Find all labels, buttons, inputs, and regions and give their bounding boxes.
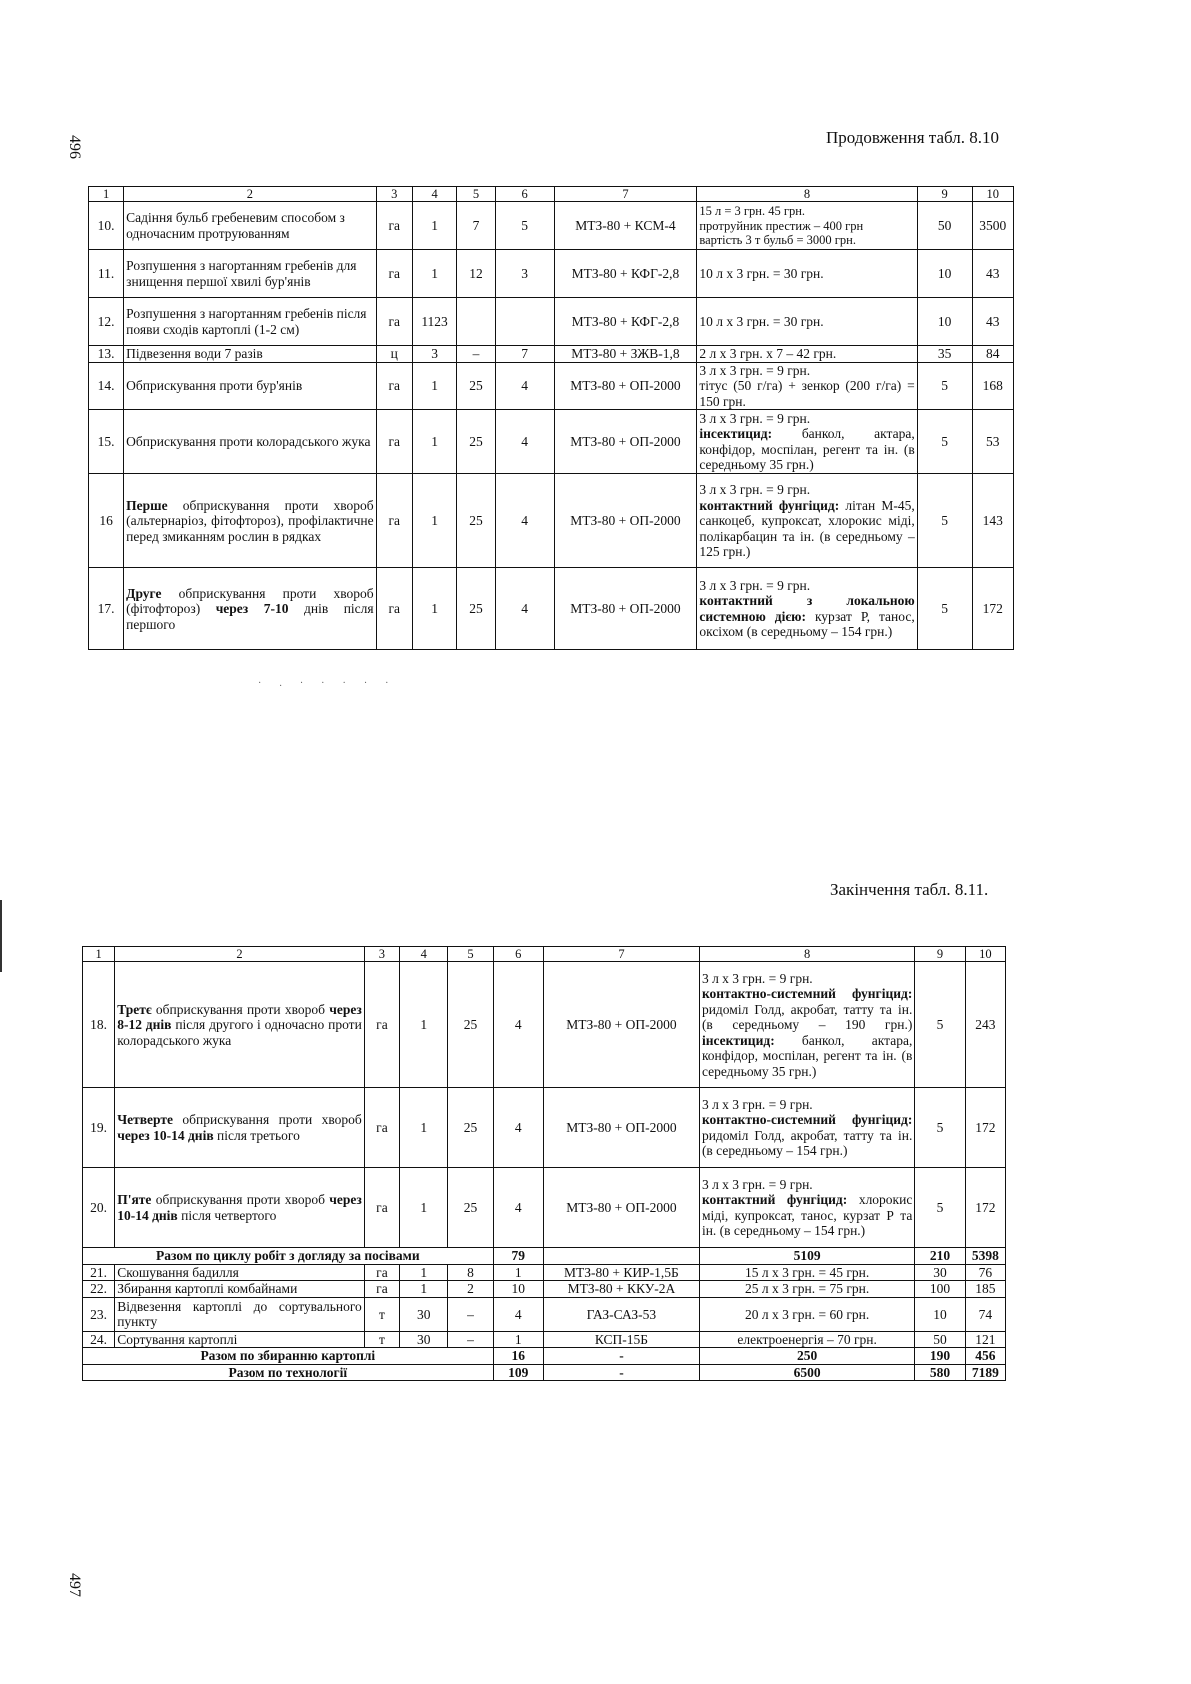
table-ending: [82, 946, 1006, 1381]
table-row: [89, 410, 1014, 474]
row-number: 17.: [89, 568, 124, 650]
col-6-value: 4: [495, 362, 554, 410]
col-5-value: 25: [448, 1168, 493, 1248]
operation-name: [115, 962, 365, 1088]
col-4-value: 1: [400, 1281, 448, 1298]
row-number: 11.: [89, 250, 124, 298]
cost-breakdown: [697, 568, 917, 650]
operation-text: Обприскування проти колорадського жука: [126, 434, 371, 450]
col-4-value: 30: [400, 1331, 448, 1348]
operation-emphasis: Четверте: [117, 1112, 183, 1128]
table-row: [89, 474, 1014, 568]
header-col-6: 6: [493, 947, 543, 962]
cost-breakdown: електроенергія – 70 грн.: [699, 1331, 914, 1348]
table-row: [83, 1088, 1006, 1168]
row-number: 10.: [89, 202, 124, 250]
subtotal-col-6: 16: [493, 1348, 543, 1365]
subtotal-col-10: 7189: [965, 1364, 1005, 1381]
subtotal-col-9: 210: [915, 1248, 965, 1265]
col-4-value: 1: [400, 1088, 448, 1168]
col-4-value: 1: [412, 250, 456, 298]
cost-breakdown: [699, 1168, 914, 1248]
cost-line: 3 л х 3 грн. = 9 грн.: [699, 362, 811, 378]
col-5-value: 25: [457, 568, 495, 650]
col-5-value: 25: [448, 962, 493, 1088]
cost-insecticide-type: інсектицид:: [701, 1032, 802, 1048]
cost-line: 10 л х 3 грн. = 30 грн.: [699, 266, 824, 282]
cost-breakdown: [697, 346, 917, 363]
page-number-bottom: 497: [66, 1573, 83, 1597]
header-col-4: 4: [400, 947, 448, 962]
cost-chemical-list: хлорокис міді, купроксат, танос, курзат Р та ін. (в середньому – 154 грн.): [701, 1192, 913, 1239]
cost-chemical-list: ридоміл Голд, акробат, татту та ін. (в середньому – 154 грн.): [701, 1127, 913, 1159]
row-number: 16: [89, 474, 124, 568]
col-9-value: 30: [915, 1264, 965, 1281]
operation-timing: через 8-12 днів: [117, 1001, 362, 1033]
col-4-value: 1: [412, 568, 456, 650]
col-4-value: 1: [400, 962, 448, 1088]
col-5-value: 2: [448, 1281, 493, 1298]
header-col-5: 5: [457, 187, 495, 202]
col-9-value: 100: [915, 1281, 965, 1298]
col-10-value: 43: [972, 298, 1013, 346]
subtotal-col-7: -: [543, 1364, 699, 1381]
row-number: 22.: [83, 1281, 115, 1298]
subtotal-col-10: 456: [965, 1348, 1005, 1365]
col-9-value: 10: [915, 1297, 965, 1331]
operation-name: [115, 1168, 365, 1248]
operation-name: Відвезення картоплі до сортувального пункту: [115, 1297, 365, 1331]
machinery: МТЗ-80 + ЗЖВ-1,8: [554, 346, 697, 363]
operation-name: [124, 298, 376, 346]
subtotal-col-9: 580: [915, 1364, 965, 1381]
cost-chemical-list: курзат Р, танос, оксіхом (в середньому – 154 грн.): [699, 608, 915, 640]
table-row: [89, 568, 1014, 650]
header-col-10: 10: [965, 947, 1005, 962]
unit: т: [364, 1297, 399, 1331]
unit: га: [364, 1168, 399, 1248]
subtotal-col-8: 250: [699, 1348, 914, 1365]
cost-line: 10 л х 3 грн. = 30 грн.: [699, 314, 824, 330]
unit: га: [376, 362, 412, 410]
col-6-value: 4: [493, 1297, 543, 1331]
operation-text: обприскування проти хвороб (фітофтороз): [126, 585, 374, 617]
col-5-value: 7: [457, 202, 495, 250]
col-6-value: 1: [493, 1264, 543, 1281]
subtotal-col-8: 5109: [699, 1248, 914, 1265]
unit: ц: [376, 346, 412, 363]
col-4-value: 3: [412, 346, 456, 363]
machinery: МТЗ-80 + ОП-2000: [543, 962, 699, 1088]
operation-emphasis: Третє: [117, 1001, 156, 1017]
subtotal-label: Разом по технології: [83, 1364, 494, 1381]
col-6-value: 4: [493, 1088, 543, 1168]
unit: га: [376, 250, 412, 298]
cost-chemical-type: контактно-системний фунгіцид:: [701, 1112, 913, 1128]
cost-breakdown: [697, 202, 917, 250]
table-row: [89, 250, 1014, 298]
header-col-1: 1: [89, 187, 124, 202]
col-4-value: 1: [400, 1168, 448, 1248]
unit: га: [364, 962, 399, 1088]
cost-breakdown: [697, 362, 917, 410]
cost-chemical-type: контактний фунгіцид:: [701, 1192, 859, 1208]
cost-fuel: 3 л х 3 грн. = 9 грн.: [699, 482, 811, 498]
unit: га: [364, 1088, 399, 1168]
cost-breakdown: 15 л х 3 грн. = 45 грн.: [699, 1264, 914, 1281]
cost-breakdown: 20 л х 3 грн. = 60 грн.: [699, 1297, 914, 1331]
subtotal-col-10: 5398: [965, 1248, 1005, 1265]
cost-chemical-list: ридоміл Голд, акробат, татту та ін. (в середньому – 190 грн.): [701, 1001, 913, 1033]
table-continuation: [88, 186, 1014, 650]
col-6-value: 7: [495, 346, 554, 363]
table-row: [83, 1331, 1006, 1348]
row-number: 18.: [83, 962, 115, 1088]
col-9-value: 5: [917, 474, 972, 568]
col-10-value: 74: [965, 1297, 1005, 1331]
cost-chemical-type: контактний з локальною системною дією:: [699, 593, 915, 624]
col-6-value: 10: [493, 1281, 543, 1298]
col-9-value: 5: [915, 1088, 965, 1168]
operation-name: Сортування картоплі: [115, 1331, 365, 1348]
row-number: 13.: [89, 346, 124, 363]
machinery: МТЗ-80 + ОП-2000: [554, 568, 697, 650]
subtotal-col-7: -: [543, 1348, 699, 1365]
machinery: МТЗ-80 + ОП-2000: [543, 1088, 699, 1168]
header-col-1: 1: [83, 947, 115, 962]
operation-tail: після третього: [217, 1127, 300, 1143]
col-5-value: 25: [457, 474, 495, 568]
operation-timing: через 7-10: [200, 601, 304, 617]
table-row: [89, 202, 1014, 250]
cost-chemical-list: літан М-45, санкоцеб, купроксат, хлорокис міді, полікарбацин та ін. (в середньому – 125 грн.): [699, 497, 915, 560]
scan-noise: ·.·····: [258, 678, 407, 689]
col-5-value: [457, 298, 495, 346]
col-9-value: 35: [917, 346, 972, 363]
operation-emphasis: П'яте: [117, 1192, 156, 1208]
table-row: [83, 962, 1006, 1088]
operation-tail: після другого і одночасно проти колорадського жука: [117, 1017, 362, 1048]
operation-timing: через 10-14 днів: [117, 1127, 218, 1143]
cost-fuel: 3 л х 3 грн. = 9 грн.: [699, 410, 811, 426]
col-9-value: 10: [917, 298, 972, 346]
col-5-value: 8: [448, 1264, 493, 1281]
cost-breakdown: 25 л х 3 грн. = 75 грн.: [699, 1281, 914, 1298]
header-col-10: 10: [972, 187, 1013, 202]
cost-breakdown: [699, 1088, 914, 1168]
operation-tail: після четвертого: [181, 1207, 277, 1223]
col-6-value: 4: [493, 1168, 543, 1248]
table-row: [89, 362, 1014, 410]
unit: га: [364, 1264, 399, 1281]
operation-emphasis: Друге: [126, 585, 179, 601]
header-row: [89, 187, 1014, 202]
subtotal-col-6: 79: [493, 1248, 543, 1265]
subtotal-col-9: 190: [915, 1348, 965, 1365]
cost-chemical-type: контактний фунгіцид:: [699, 497, 846, 513]
machinery: ГАЗ-САЗ-53: [543, 1297, 699, 1331]
cost-insecticide-list: банкол, актара, конфідор, моспілан, регент та ін. (в середньому 35 грн.): [701, 1032, 913, 1079]
machinery: МТЗ-80 + КФГ-2,8: [554, 298, 697, 346]
col-4-value: 1: [412, 362, 456, 410]
table-caption-continuation: Продовження табл. 8.10: [826, 128, 999, 147]
unit: га: [376, 298, 412, 346]
col-10-value: 168: [972, 362, 1013, 410]
table-caption-ending: Закінчення табл. 8.11.: [830, 880, 989, 899]
machinery: МТЗ-80 + ККУ-2А: [543, 1281, 699, 1298]
operation-emphasis: Перше: [126, 497, 183, 513]
operation-text: обприскування проти хвороб: [155, 1192, 325, 1208]
table-row: [89, 346, 1014, 363]
machinery: МТЗ-80 + КИР-1,5Б: [543, 1264, 699, 1281]
cost-fuel: 3 л х 3 грн. = 9 грн.: [699, 577, 811, 593]
col-4-value: 1123: [412, 298, 456, 346]
unit: га: [376, 410, 412, 474]
header-col-9: 9: [915, 947, 965, 962]
col-4-value: 1: [412, 474, 456, 568]
subtotal-harvest-row: [83, 1348, 1006, 1365]
row-number: 21.: [83, 1264, 115, 1281]
cost-chemical-type: контактно-системний фунгіцид:: [701, 986, 913, 1002]
header-col-3: 3: [364, 947, 399, 962]
row-number: 14.: [89, 362, 124, 410]
cost-line: протруйник престиж – 400 грн: [699, 218, 864, 233]
subtotal-col-8: 6500: [699, 1364, 914, 1381]
col-4-value: 1: [400, 1264, 448, 1281]
operation-name: Збирання картоплі комбайнами: [115, 1281, 365, 1298]
col-10-value: 3500: [972, 202, 1013, 250]
table-row: [83, 1264, 1006, 1281]
unit: т: [364, 1331, 399, 1348]
col-9-value: 10: [917, 250, 972, 298]
header-col-2: 2: [115, 947, 365, 962]
table-row: [83, 1297, 1006, 1331]
operation-tail: днів після першого: [126, 601, 374, 632]
operation-text: Розпушення з нагортанням гребенів після появи сходів картоплі (1-2 см): [126, 306, 367, 337]
cost-breakdown: [697, 298, 917, 346]
cost-breakdown: [697, 474, 917, 568]
col-6-value: 4: [495, 410, 554, 474]
header-col-3: 3: [376, 187, 412, 202]
col-9-value: 50: [915, 1331, 965, 1348]
operation-text: обприскування проти хвороб: [155, 1001, 326, 1017]
operation-name: [115, 1088, 365, 1168]
col-4-value: 1: [412, 410, 456, 474]
subtotal-label: Разом по збиранню картоплі: [83, 1348, 494, 1365]
cost-chemical-type: інсектицид:: [699, 426, 802, 442]
col-6-value: 5: [495, 202, 554, 250]
col-10-value: 121: [965, 1331, 1005, 1348]
operation-name: [124, 568, 376, 650]
operation-text: Садіння бульб гребеневим способом з одночасним протруюванням: [126, 210, 345, 241]
row-number: 12.: [89, 298, 124, 346]
row-number: 19.: [83, 1088, 115, 1168]
cost-line: тітус (50 г/га) + зенкор (200 г/га) = 150 грн.: [699, 378, 915, 409]
subtotal-col-7: [543, 1248, 699, 1265]
operation-name: [124, 202, 376, 250]
row-number: 15.: [89, 410, 124, 474]
col-9-value: 5: [915, 1168, 965, 1248]
col-5-value: 25: [457, 410, 495, 474]
header-col-8: 8: [697, 187, 917, 202]
operation-name: [124, 346, 376, 363]
col-5-value: –: [448, 1331, 493, 1348]
machinery: МТЗ-80 + ОП-2000: [554, 410, 697, 474]
col-9-value: 5: [915, 962, 965, 1088]
header-col-5: 5: [448, 947, 493, 962]
operation-text: Підвезення води 7 разів: [126, 346, 263, 362]
cost-line: 2 л х 3 грн. х 7 – 42 грн.: [699, 346, 837, 362]
operation-text: Розпушення з нагортанням гребенів для знищення першої хвилі бур'янів: [126, 258, 357, 289]
col-6-value: 4: [495, 474, 554, 568]
col-10-value: 143: [972, 474, 1013, 568]
subtotal-label: Разом по циклу робіт з догляду за посівами: [83, 1248, 494, 1265]
machinery: МТЗ-80 + КСМ-4: [554, 202, 697, 250]
col-6-value: 1: [493, 1331, 543, 1348]
cost-line: вартість 3 т бульб = 3000 грн.: [699, 233, 856, 248]
subtotal-care-row: [83, 1248, 1006, 1265]
operation-text: Обприскування проти бур'янів: [126, 378, 303, 394]
cost-chemical-list: банкол, актара, конфідор, моспілан, регент та ін. (в середньому 35 грн.): [699, 426, 915, 473]
total-row: [83, 1364, 1006, 1381]
operation-name: [124, 474, 376, 568]
header-row: [83, 947, 1006, 962]
col-10-value: 172: [965, 1168, 1005, 1248]
cost-breakdown: [697, 250, 917, 298]
col-10-value: 43: [972, 250, 1013, 298]
operation-timing: через 10-14 днів: [117, 1192, 362, 1223]
row-number: 23.: [83, 1297, 115, 1331]
col-10-value: 172: [965, 1088, 1005, 1168]
machinery: КСП-15Б: [543, 1331, 699, 1348]
col-6-value: 4: [493, 962, 543, 1088]
header-col-8: 8: [699, 947, 914, 962]
cost-fuel: 3 л х 3 грн. = 9 грн.: [701, 1096, 813, 1112]
operation-text: обприскування проти хвороб: [182, 1112, 362, 1128]
unit: га: [376, 474, 412, 568]
operation-name: Скошування бадилля: [115, 1264, 365, 1281]
header-col-9: 9: [917, 187, 972, 202]
header-col-7: 7: [554, 187, 697, 202]
col-10-value: 53: [972, 410, 1013, 474]
cost-fuel: 3 л х 3 грн. = 9 грн.: [701, 1176, 813, 1192]
operation-name: [124, 250, 376, 298]
cost-breakdown: [699, 962, 914, 1088]
col-5-value: –: [448, 1297, 493, 1331]
col-10-value: 243: [965, 962, 1005, 1088]
header-col-4: 4: [412, 187, 456, 202]
col-9-value: 5: [917, 410, 972, 474]
col-10-value: 76: [965, 1264, 1005, 1281]
col-9-value: 50: [917, 202, 972, 250]
col-9-value: 5: [917, 568, 972, 650]
row-number: 24.: [83, 1331, 115, 1348]
col-4-value: 30: [400, 1297, 448, 1331]
unit: га: [364, 1281, 399, 1298]
col-10-value: 84: [972, 346, 1013, 363]
col-5-value: 12: [457, 250, 495, 298]
header-col-2: 2: [124, 187, 376, 202]
col-6-value: 3: [495, 250, 554, 298]
header-col-7: 7: [543, 947, 699, 962]
col-5-value: 25: [448, 1088, 493, 1168]
machinery: МТЗ-80 + ОП-2000: [554, 362, 697, 410]
col-6-value: 4: [495, 568, 554, 650]
col-9-value: 5: [917, 362, 972, 410]
page-number-top: 496: [66, 135, 83, 159]
cost-line: 15 л = 3 грн. 45 грн.: [699, 204, 806, 219]
operation-text: обприскування проти хвороб (альтернаріоз, фітофтороз), профілактичне перед змиканням рослин в рядках: [126, 497, 374, 544]
header-col-6: 6: [495, 187, 554, 202]
col-4-value: 1: [412, 202, 456, 250]
col-5-value: 25: [457, 362, 495, 410]
row-number: 20.: [83, 1168, 115, 1248]
machinery: МТЗ-80 + ОП-2000: [543, 1168, 699, 1248]
table-row: [83, 1168, 1006, 1248]
scan-edge-mark: [0, 900, 2, 972]
machinery: МТЗ-80 + КФГ-2,8: [554, 250, 697, 298]
cost-fuel: 3 л х 3 грн. = 9 грн.: [701, 970, 813, 986]
table-row: [89, 298, 1014, 346]
table-row: [83, 1281, 1006, 1298]
operation-name: [124, 362, 376, 410]
machinery: МТЗ-80 + ОП-2000: [554, 474, 697, 568]
unit: га: [376, 202, 412, 250]
col-10-value: 172: [972, 568, 1013, 650]
col-5-value: –: [457, 346, 495, 363]
subtotal-col-6: 109: [493, 1364, 543, 1381]
cost-breakdown: [697, 410, 917, 474]
col-6-value: [495, 298, 554, 346]
col-10-value: 185: [965, 1281, 1005, 1298]
operation-name: [124, 410, 376, 474]
unit: га: [376, 568, 412, 650]
